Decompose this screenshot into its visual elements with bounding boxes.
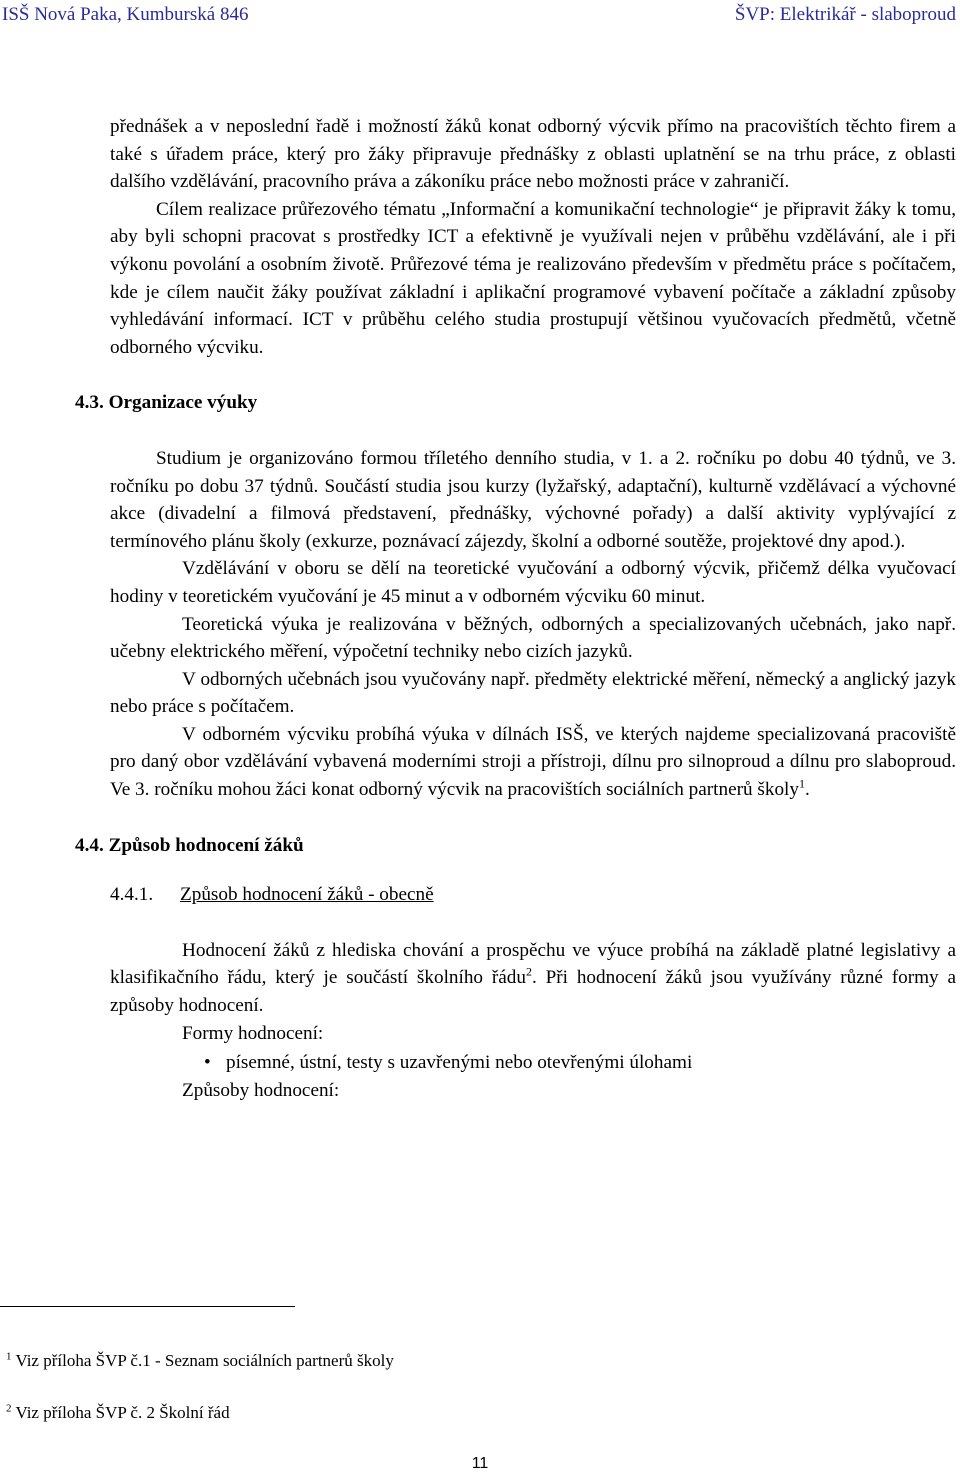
footnote-ref-1[interactable]: 1 <box>798 776 805 791</box>
footnote-1-text: Viz příloha ŠVP č.1 - Seznam sociálních partnerů školy <box>11 1351 394 1370</box>
paragraph-vzdelavani: Vzdělávání v oboru se dělí na teoretické vyučování a odborný výcvik, přičemž délka vyučovací hodiny v teoretickém vyučování je 45 minut a v odborném výcviku 60 minut. <box>110 558 956 607</box>
paragraph-ict: Cílem realizace průřezového tématu „Informační a komunikační technologie“ je připravit žáky k tomu, aby byli schopni pracovat s prostředky ICT a efektivně je využívali nejen v průběhu vzdělávání, ale i při výkonu povolání a osobním životě. Průřezové téma je realizováno především v předmětu práce s počítačem, kde je cílem naučit žáky používat základní i aplikační programové vybavení počítače a základní způsoby vyhledávání informací. ICT v průběhu celého studia prostupují většinou vyučovacích předmětů, včetně odborného výcviku. <box>110 198 956 358</box>
footnote-1-number: 1 <box>6 1350 12 1363</box>
paragraph-odborne-ucebny: V odborných učebnách jsou vyučovány např. předměty elektrické měření, německý a anglický jazyk nebo práce s počítačem. <box>110 668 956 718</box>
methods-label: Způsoby hodnocení: <box>182 1079 340 1101</box>
list-item <box>186 1049 956 1077</box>
paragraph-hodnoceni-text: Hodnocení žáků z hlediska chování a prospěchu ve výuce probíhá na základě platné legislativy a klasifikačního řádu, který je součástí školního řádu <box>110 939 956 989</box>
section-heading-hodnoceni: 4.4. Způsob hodnocení žáků <box>75 834 304 856</box>
paragraph-end-punct: . <box>804 779 810 801</box>
paragraph-hodnoceni-end: . Při hodnocení žáků jsou využívány různé formy a způsoby hodnocení. <box>110 967 956 1017</box>
paragraph-continuation: přednášek a v neposlední řadě i možností žáků konat odborný výcvik přímo na pracovištích těchto firem a také s úřadem práce, který pro žáky připravuje přednášky z oblasti uplatnění se na trhu práce, z oblasti dalšího vzdělávání, pracovního práva a zákoníku práce nebo možnosti práce v zahraničí. <box>110 116 956 193</box>
header-program-name: ŠVP: Elektrikář - slaboproud <box>734 4 956 25</box>
footnote-ref-2[interactable]: 2 <box>525 965 532 980</box>
forms-label: Formy hodnocení: <box>182 1022 324 1044</box>
footnote-2-text: Viz příloha ŠVP č. 2 Školní řád <box>11 1403 230 1422</box>
paragraph-teoreticka: Teoretická výuka je realizována v běžných, odborných a specializovaných učebnách, jako např. učebny elektrického měření, výpočetní techniky nebo cizích jazyků. <box>110 613 956 663</box>
subsection-title: Způsob hodnocení žáků - obecně <box>180 884 434 906</box>
subsection-number: 4.4.1. <box>110 884 154 906</box>
page-number: 11 <box>471 1455 489 1472</box>
paragraph-studium: Studium je organizováno formou tříletého denního studia, v 1. a 2. ročníku po dobu 40 týdnů, ve 3. ročníku po dobu 37 týdnů. Součástí studia jsou kurzy (lyžařský, adaptační), kulturně vzdělávací a výchovné akce (divadelní a filmová představení, přednášky, výchovné pořady) a další aktivity vyplývající z termínového plánu školy (exkurze, poznávací zájezdy, školní a odborné soutěže, projektové dny apod.). <box>110 447 956 552</box>
footnote-1 <box>6 1350 394 1372</box>
paragraph-odborny-vycvik-text: V odborném výcviku probíhá výuka v dílnách ISŠ, ve kterých najdeme specializovaná pracoviště pro daný obor vzdělávání vybavená moderními stroji a přístroji, dílnu pro silnoproud a dílnu pro slaboproud. Ve 3. ročníku mohou žáci konat odborný výcvik na pracovištích sociálních partnerů školy <box>110 723 956 801</box>
page-header <box>0 4 960 28</box>
subsection-heading <box>110 881 956 909</box>
footnote-2-number: 2 <box>6 1402 12 1415</box>
bullet-icon: • <box>204 1052 211 1074</box>
footnote-2 <box>6 1402 230 1424</box>
document-body <box>75 113 956 1104</box>
paragraph-hodnoceni <box>110 937 956 1020</box>
section-heading-organizace: 4.3. Organizace výuky <box>75 392 258 414</box>
list-item-text: písemné, ústní, testy s uzavřenými nebo otevřenými úlohami <box>226 1052 693 1074</box>
header-school-name: ISŠ Nová Paka, Kumburská 846 <box>2 4 249 25</box>
footnote-separator <box>0 1306 295 1307</box>
paragraph-odborny-vycvik <box>110 721 956 804</box>
